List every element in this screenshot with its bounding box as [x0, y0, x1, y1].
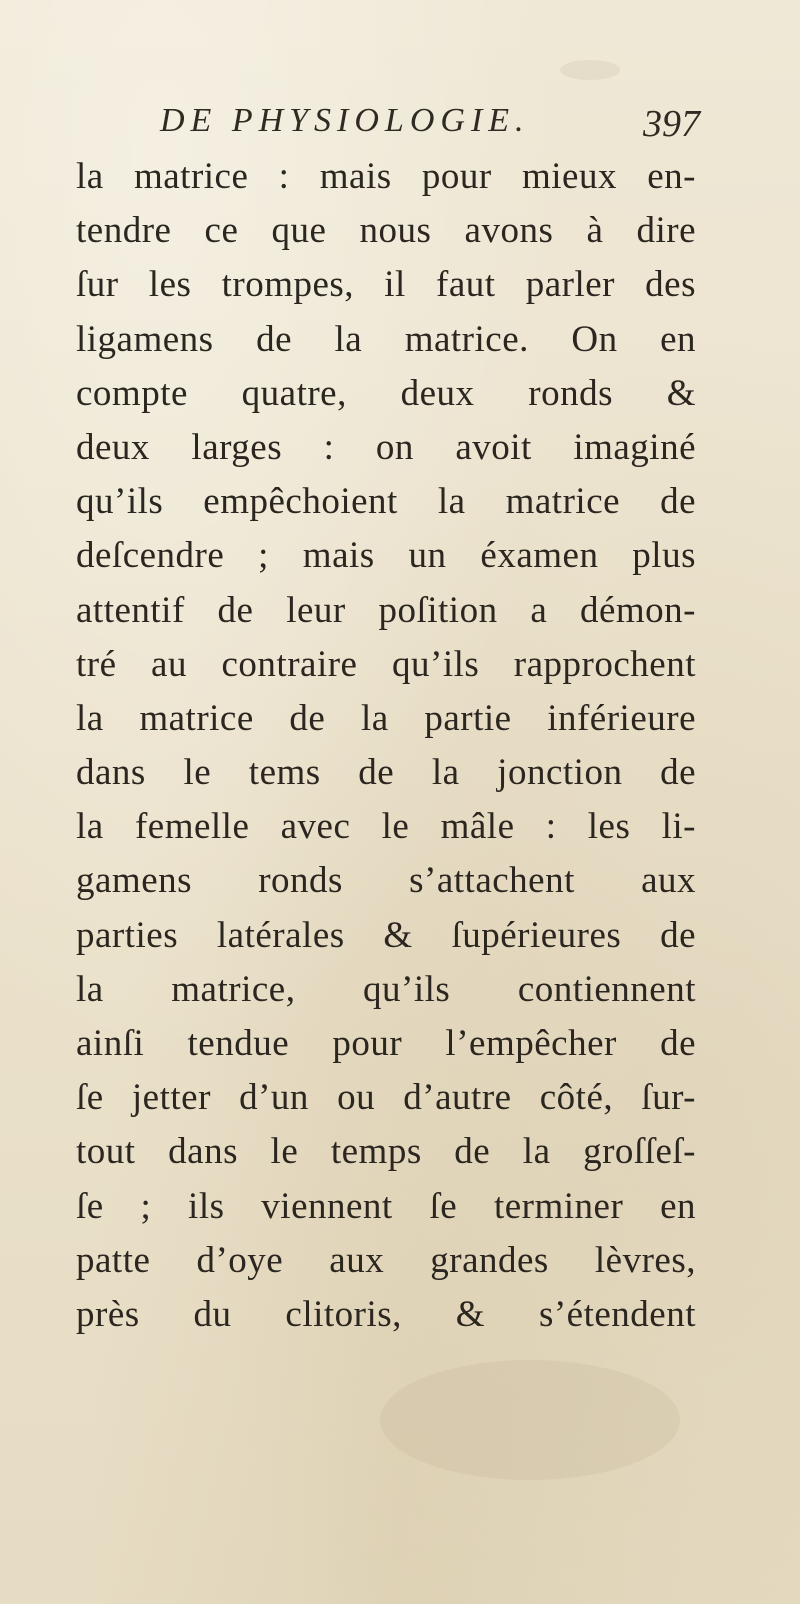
text-line: patte d’oye aux grandes lèvres, [76, 1239, 696, 1281]
text-line: la femelle avec le mâle : les li- [76, 806, 696, 848]
text-line: ſur les trompes, il faut parler des [76, 264, 696, 306]
page-header [160, 92, 700, 148]
body-text [76, 150, 696, 1342]
text-line: attentif de leur poſition a démon- [76, 589, 696, 631]
text-line: ſe ; ils viennent ſe terminer en [76, 1185, 696, 1227]
text-line: la matrice : mais pour mieux en- [76, 156, 696, 197]
text-line: ainſi tendue pour l’empêcher de [76, 1023, 696, 1064]
text-line: ſe jetter d’un ou d’autre côté, ſur- [76, 1077, 696, 1119]
text-line: compte quatre, deux ronds & [76, 372, 696, 414]
text-line: tout dans le temps de la groſſeſ- [76, 1131, 696, 1173]
text-line: qu’ils empêchoient la matrice de [76, 481, 696, 523]
text-line: dans le tems de la jonction de [76, 752, 696, 794]
paper-stain [560, 60, 620, 80]
text-line: gamens ronds s’attachent aux [76, 860, 696, 902]
text-line: ligamens de la matrice. On en [76, 318, 696, 360]
running-head: DE PHYSIOLOGIE. [160, 102, 530, 139]
text-line: tendre ce que nous avons à dire [76, 210, 696, 252]
text-line: parties latérales & ſupérieures de [76, 914, 696, 956]
text-line: tré au contraire qu’ils rapprochent [76, 643, 696, 685]
text-line: deux larges : on avoit imaginé [76, 426, 696, 468]
text-line: près du clitoris, & s’étendent [76, 1293, 696, 1335]
text-line: la matrice de la partie inférieure [76, 697, 696, 739]
paper-stain [380, 1360, 680, 1480]
text-line: deſcendre ; mais un éxamen plus [76, 535, 696, 577]
page-number: 397 [643, 103, 700, 145]
text-line: la matrice, qu’ils contiennent [76, 968, 696, 1010]
